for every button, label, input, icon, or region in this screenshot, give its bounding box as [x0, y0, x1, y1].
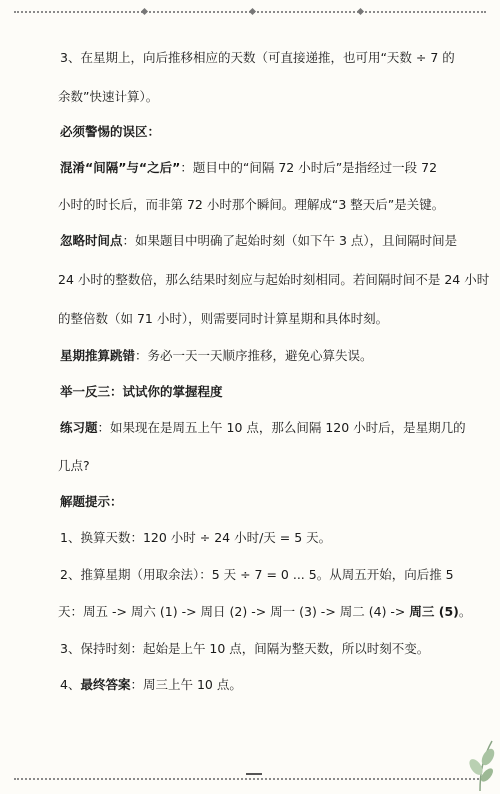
- leaf-decoration-icon: [462, 735, 498, 791]
- hint-step2-line2: [58, 604, 471, 620]
- rule3-line2: 余数”快速计算）。: [58, 89, 159, 104]
- pitfall-item2-text: ：如果题目中明确了起始时刻（如下午 3 点），且间隔时间是: [122, 233, 458, 248]
- hint-step1: 1、换算天数：120 小时 ÷ 24 小时/天 = 5 天。: [60, 530, 332, 545]
- pitfall-item3-title: 星期推算跳错: [60, 348, 136, 363]
- hint-step4: [60, 677, 242, 693]
- hint-step4-text: ：周三上午 10 点。: [130, 677, 242, 692]
- hint-step2-line1: 2、推算星期（用取余法）：5 天 ÷ 7 = 0 ... 5。从周五开始，向后推 5: [60, 567, 454, 582]
- hint-step2-result: 周三 (5): [409, 604, 459, 619]
- hints-heading: 解题提示：: [60, 494, 123, 509]
- pitfalls-heading: 必须警惕的误区：: [60, 124, 161, 139]
- pitfall-item2-line1: [60, 233, 457, 249]
- exercise-line2: 几点?: [58, 458, 90, 473]
- pitfall-item1-line2: 小时的时长后，而非第 72 小时那个瞬间。理解成“3 整天后”是关键。: [58, 197, 445, 212]
- pitfall-item1-title: 混淆“间隔”与“之后”: [60, 160, 181, 175]
- rule3-line1: 3、在星期上，向后推移相应的天数（可直接递推，也可用“天数 ÷ 7 的: [60, 50, 455, 65]
- exercise-title: 练习题: [60, 420, 98, 435]
- exercise-text: ：如果现在是周五上午 10 点，那么间隔 120 小时后，是星期几的: [97, 420, 466, 435]
- bottom-dash-mark: [246, 773, 262, 775]
- pitfall-item2-title: 忽略时间点: [60, 233, 123, 248]
- hint-step4-label: 最终答案: [80, 677, 131, 692]
- hint-step3: 3、保持时刻：起始是上午 10 点，间隔为整天数，所以时刻不变。: [60, 641, 430, 656]
- top-diamond-center: [249, 8, 256, 15]
- pitfall-item2-line2: 24 小时的整数倍，那么结果时刻应与起始时刻相同。若间隔时间不是 24 小时: [58, 272, 490, 287]
- pitfall-item1-line1: [60, 160, 437, 176]
- exercise-line1: [60, 420, 466, 436]
- hint-step2-sequence: 天：周五 -> 周六 (1) -> 周日 (2) -> 周一 (3) -> 周二 (4) ->: [58, 604, 410, 619]
- top-diamond-left: [141, 8, 148, 15]
- hint-step4-prefix: 4、: [60, 677, 81, 692]
- practice-heading: 举一反三：试试你的掌握程度: [60, 384, 223, 399]
- pitfall-item2-line3: 的整倍数（如 71 小时），则需要同时计算星期和具体时刻。: [58, 311, 389, 326]
- hint-step2-end: 。: [458, 604, 472, 619]
- pitfall-item1-text: ：题目中的“间隔 72 小时后”是指经过一段 72: [180, 160, 438, 175]
- pitfall-item3-line: [60, 348, 373, 364]
- bottom-dotted-border: [14, 778, 486, 780]
- pitfall-item3-text: ：务必一天一天顺序推移，避免心算失误。: [135, 348, 373, 363]
- top-diamond-right: [357, 8, 364, 15]
